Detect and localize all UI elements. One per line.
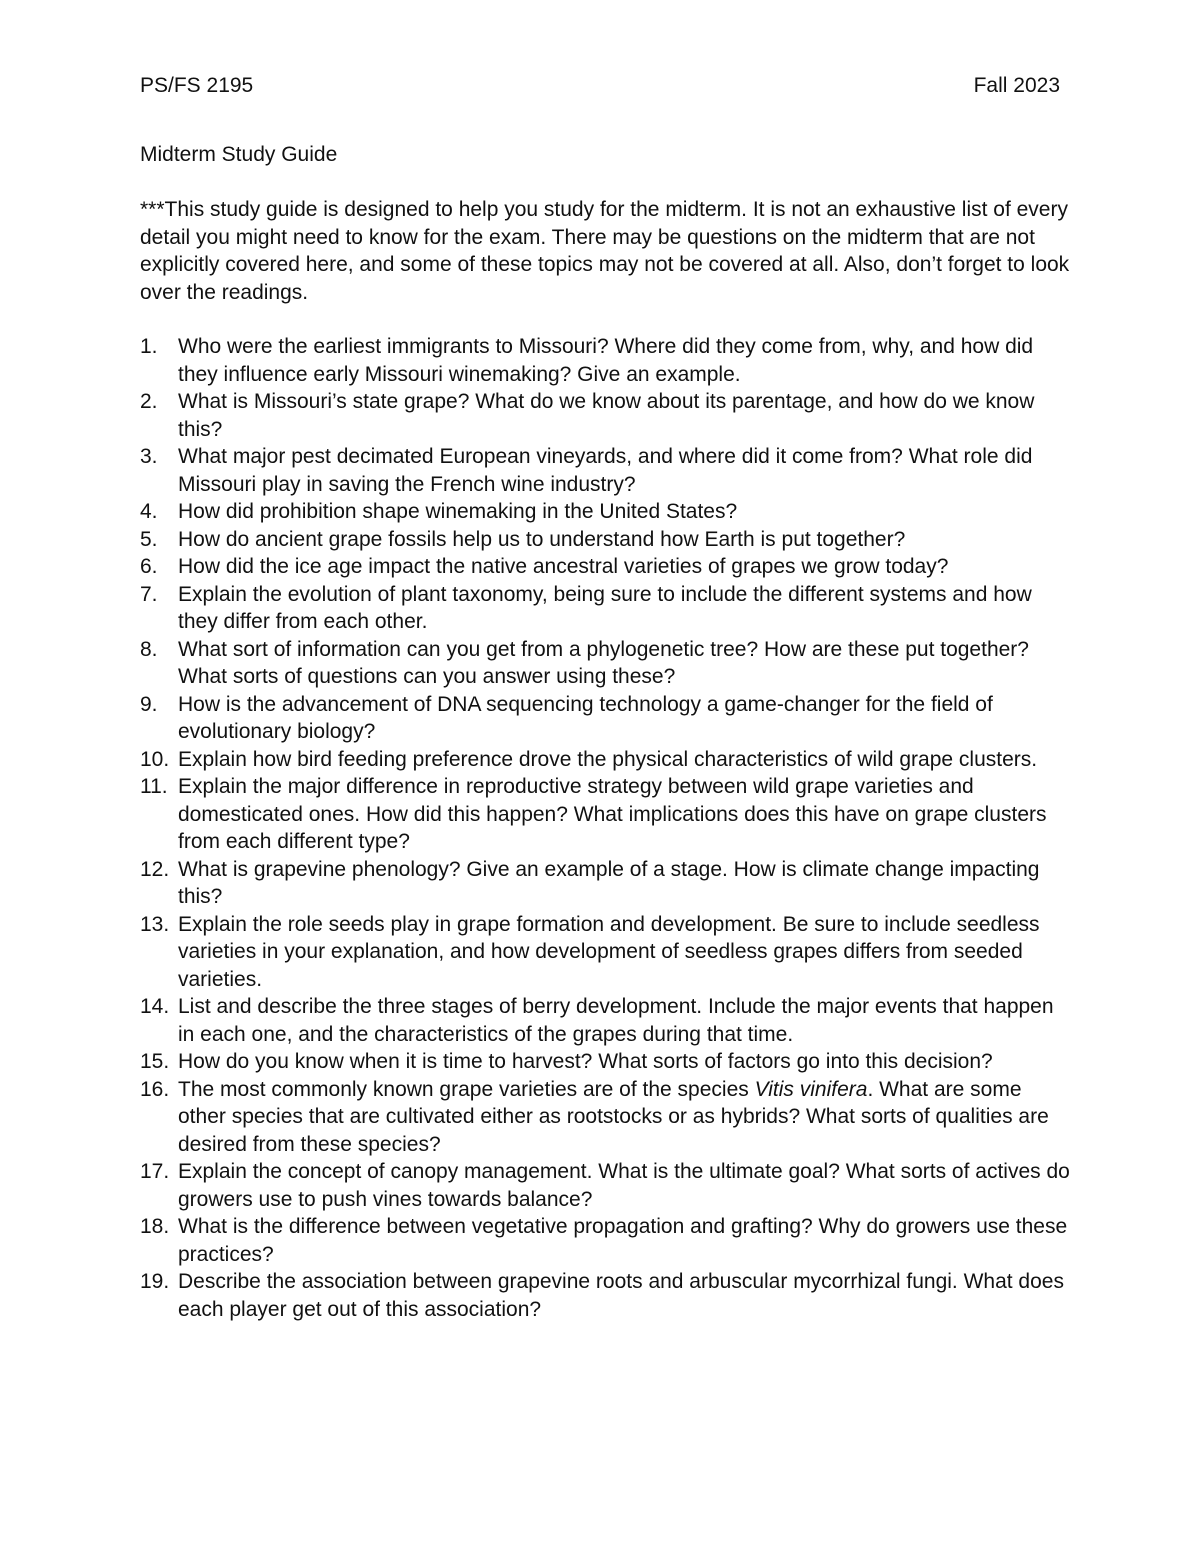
- question-number: 12.: [140, 857, 170, 881]
- question-text: Explain the evolution of plant taxonomy, being sure to include the different systems and how they differ from each other.: [178, 582, 1032, 633]
- question-text-before: The most commonly known grape varieties are of the species: [178, 1077, 755, 1101]
- question-item: [140, 388, 1070, 443]
- question-text: What sort of information can you get from a phylogenetic tree? How are these put together? What sorts of questions can you answer using these?: [178, 637, 1029, 688]
- question-item: [140, 911, 1070, 994]
- question-list: [140, 333, 1070, 1323]
- course-code: PS/FS 2195: [140, 74, 254, 97]
- question-item: [140, 443, 1070, 498]
- question-number: 16.: [140, 1077, 170, 1101]
- question-item: [140, 498, 1070, 526]
- question-text: Explain the major difference in reproductive strategy between wild grape varieties and domesticated ones. How did this happen? What implications does this have on grape clusters from each different type?: [178, 775, 1047, 853]
- question-item: [140, 1048, 1070, 1076]
- question-text: Describe the association between grapevine roots and arbuscular mycorrhizal fungi. What does each player get out of this association?: [178, 1270, 1064, 1321]
- question-number: 7.: [140, 582, 158, 606]
- question-item: [140, 1158, 1070, 1213]
- question-item: [140, 526, 1070, 554]
- question-number: 17.: [140, 1160, 170, 1183]
- question-number: 19.: [140, 1270, 170, 1293]
- question-item: [140, 333, 1070, 388]
- question-item: [140, 691, 1070, 746]
- question-item: [140, 1268, 1070, 1323]
- question-text: How did prohibition shape winemaking in the United States?: [178, 500, 738, 523]
- question-number: 14.: [140, 995, 170, 1018]
- question-number: 8.: [140, 637, 158, 661]
- question-text: What major pest decimated European vineyards, and where did it come from? What role did Missouri play in saving the French wine industry?: [178, 445, 1033, 496]
- question-number: 1.: [140, 335, 158, 358]
- question-text: Explain the role seeds play in grape formation and development. Be sure to include seedless varieties in your explanation, and how development of seedless grapes differs from seeded varieties.: [178, 912, 1040, 991]
- question-number: 4.: [140, 500, 158, 523]
- question-number: 15.: [140, 1050, 170, 1073]
- question-text-after: . What are some other species that are cultivated either as rootstocks or as hybrids? What sorts of qualities are desired from these species?: [178, 1077, 1049, 1156]
- species-name: Vitis vinifera: [754, 1077, 868, 1101]
- question-text: What is grapevine phenology? Give an example of a stage. How is climate change impacting this?: [178, 857, 1040, 908]
- question-number: 13.: [140, 912, 170, 936]
- question-number: 2.: [140, 390, 158, 413]
- question-item: [140, 636, 1070, 691]
- question-text: How do you know when it is time to harvest? What sorts of factors go into this decision?: [178, 1050, 993, 1073]
- question-number: 3.: [140, 445, 158, 468]
- question-text: Explain how bird feeding preference drove the physical characteristics of wild grape clusters.: [178, 747, 1038, 771]
- question-number: 9.: [140, 692, 158, 716]
- term-label: Fall 2023: [973, 74, 1060, 97]
- question-item: [140, 581, 1070, 636]
- question-text: How is the advancement of DNA sequencing technology a game-changer for the field of evolutionary biology?: [178, 692, 993, 743]
- question-text: How do ancient grape fossils help us to understand how Earth is put together?: [178, 527, 906, 551]
- question-text: What is Missouri’s state grape? What do we know about its parentage, and how do we know this?: [178, 390, 1035, 441]
- question-item: [140, 553, 1070, 581]
- question-text: What is the difference between vegetative propagation and grafting? Why do growers use these practices?: [178, 1215, 1068, 1266]
- question-text: List and describe the three stages of berry development. Include the major events that happen in each one, and the characteristics of the grapes during that time.: [178, 995, 1054, 1046]
- question-item: [140, 746, 1070, 774]
- question-text: Who were the earliest immigrants to Missouri? Where did they come from, why, and how did they influence early Missouri winemaking? Give an example.: [178, 335, 1034, 386]
- question-item: [140, 1076, 1070, 1159]
- question-text: Explain the concept of canopy management. What is the ultimate goal? What sorts of actives do growers use to push vines towards balance?: [178, 1160, 1070, 1211]
- question-item: [140, 773, 1070, 856]
- intro-paragraph: ***This study guide is designed to help you study for the midterm. It is not an exhaustive list of every detail you might need to know for the exam. There may be questions on the midterm that are not explicitly covered here, and some of these topics may not be covered at all. Also, don’t forget to look over the readings.: [140, 198, 1070, 304]
- question-item: [140, 1213, 1070, 1268]
- question-number: 5.: [140, 527, 158, 551]
- question-number: 11.: [140, 775, 168, 798]
- question-text: How did the ice age impact the native ancestral varieties of grapes we grow today?: [178, 555, 949, 578]
- question-number: 6.: [140, 555, 158, 578]
- question-number: 10.: [140, 747, 170, 771]
- question-item: [140, 993, 1070, 1048]
- question-item: [140, 856, 1070, 911]
- question-number: 18.: [140, 1215, 170, 1238]
- document-title: Midterm Study Guide: [140, 143, 338, 166]
